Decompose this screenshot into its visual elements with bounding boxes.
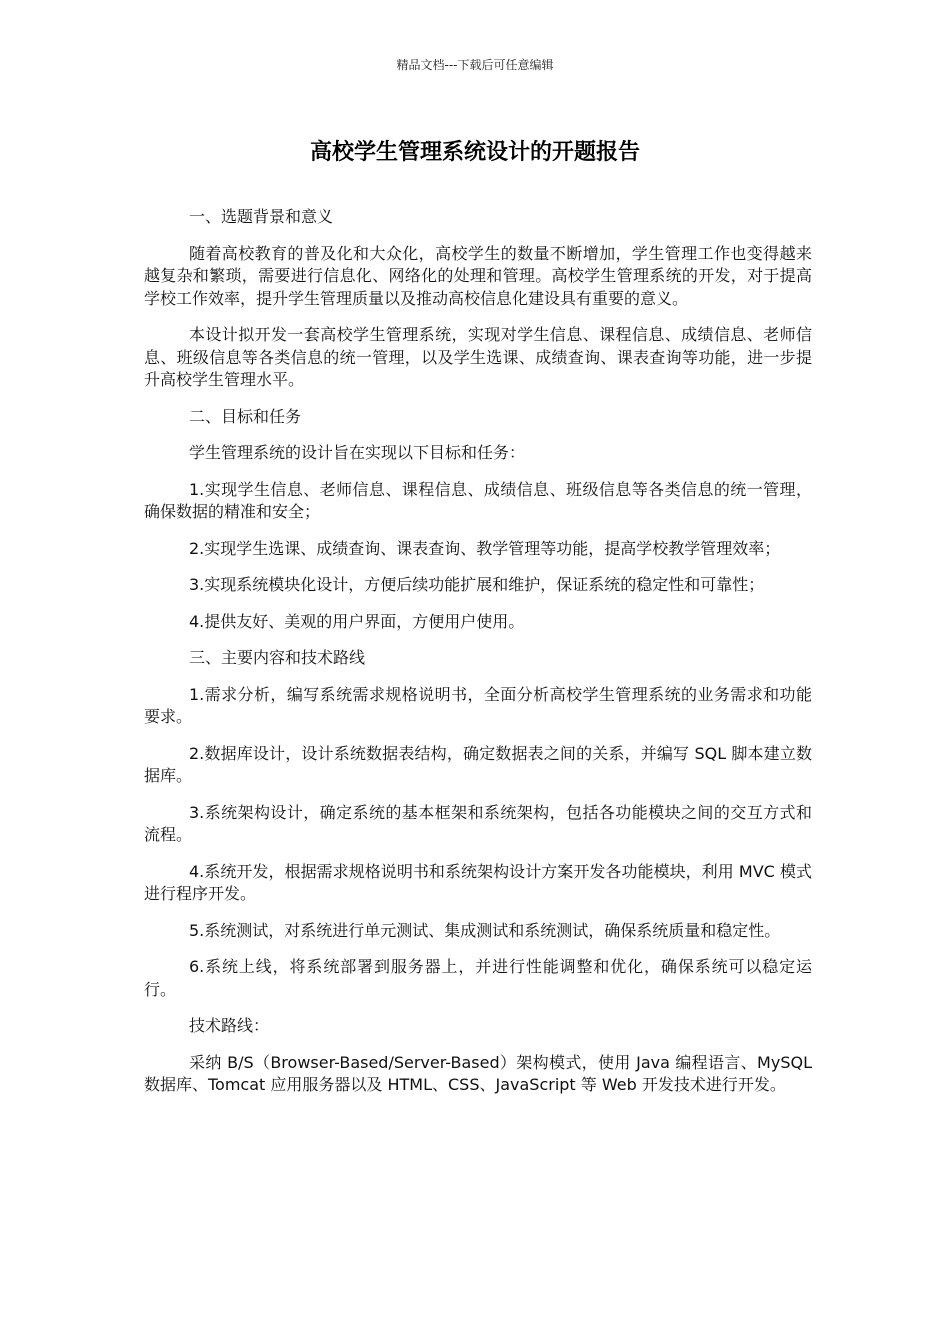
subheading-tech-route: 技术路线：	[189, 1016, 270, 1035]
list-item-goal-1: 1.实现学生信息、老师信息、课程信息、成绩信息、班级信息等各类信息的统一管理，确保数据的精准和安全；	[144, 479, 812, 521]
document-title: 高校学生管理系统设计的开题报告	[309, 140, 640, 165]
list-item-content-5: 5.系统测试，对系统进行单元测试、集成测试和系统测试，确保系统质量和稳定性。	[189, 920, 781, 940]
page-header: 精品文档---下载后可任意编辑	[396, 58, 554, 72]
paragraph-background-2: 本设计拟开发一套高校学生管理系统，实现对学生信息、课程信息、成绩信息、老师信息、班级信息等各类信息的统一管理，以及学生选课、成绩查询、课表查询等功能，进一步提升高校学生管理水平。	[144, 325, 812, 389]
section-heading-background: 一、选题背景和意义	[189, 207, 334, 226]
section-heading-goals: 二、目标和任务	[189, 406, 302, 426]
section-heading-content: 三、主要内容和技术路线	[189, 648, 366, 667]
list-item-goal-4: 4.提供友好、美观的用户界面，方便用户使用。	[189, 611, 525, 631]
list-item-content-4: 4.系统开发，根据需求规格说明书和系统架构设计方案开发各功能模块，利用 MVC 模式进行程序开发。	[144, 861, 812, 903]
paragraph-background-1: 随着高校教育的普及化和大众化，高校学生的数量不断增加，学生管理工作也变得越来越复杂和繁琐，需要进行信息化、网络化的处理和管理。高校学生管理系统的开发，对于提高学校工作效率，提升学生管理质量以及推动高校信息化建设具有重要的意义。	[144, 243, 812, 308]
list-item-goal-3: 3.实现系统模块化设计，方便后续功能扩展和维护，保证系统的稳定性和可靠性；	[189, 575, 765, 594]
paragraph-tech-route: 采纳 B/S（Browser-Based/Server-Based）架构模式，使用 Java 编程语言、MySQL 数据库、Tomcat 应用服务器以及 HTML、CSS、JavaScript 等 Web 开发技术进行开发。	[144, 1052, 812, 1094]
document-body	[144, 206, 812, 1111]
list-item-goal-2: 2.实现学生选课、成绩查询、课表查询、教学管理等功能，提高学校教学管理效率；	[189, 538, 781, 558]
list-item-content-6: 6.系统上线，将系统部署到服务器上，并进行性能调整和优化，确保系统可以稳定运行。	[144, 957, 812, 999]
list-item-content-2: 2.数据库设计，设计系统数据表结构，确定数据表之间的关系，并编写 SQL 脚本建立数据库。	[144, 743, 812, 785]
paragraph-goals-intro: 学生管理系统的设计旨在实现以下目标和任务：	[189, 443, 526, 462]
list-item-content-1: 1.需求分析，编写系统需求规格说明书，全面分析高校学生管理系统的业务需求和功能要求。	[144, 684, 812, 726]
list-item-content-3: 3.系统架构设计，确定系统的基本框架和系统架构，包括各功能模块之间的交互方式和流程。	[144, 802, 812, 844]
